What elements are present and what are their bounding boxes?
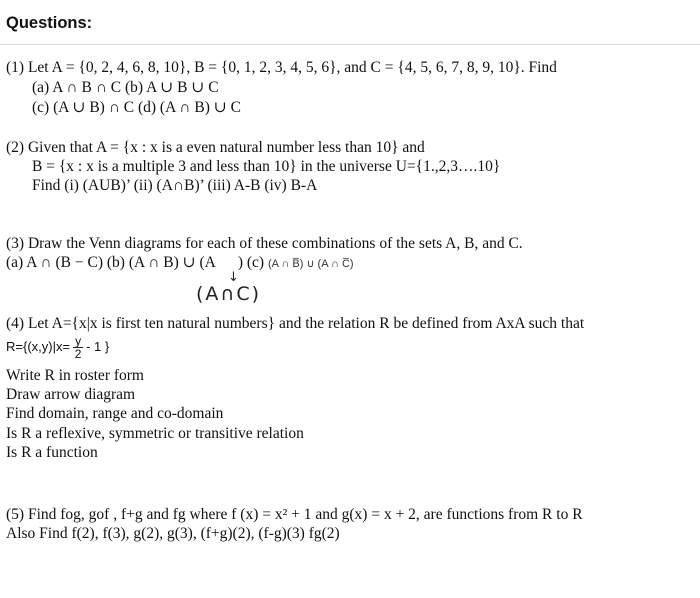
q5-line-2: Also Find f(2), f(3), g(2), g(3), (f+g)(2), (f-g)(3) fg(2)	[6, 525, 340, 542]
q4-item: Is R a reflexive, symmetric or transitive relation	[6, 425, 304, 442]
q4-fraction-den: 2	[74, 347, 82, 362]
q2-line-2: B = {x : x is a multiple 3 and less than 10} in the universe U={1.,2,3….10}	[32, 158, 501, 175]
q3-line-2-part-c: (A ∩ B̅) ∪ (A ∩ C̅)	[267, 258, 354, 270]
q3-line-2	[6, 253, 354, 274]
q4-line-1: (4) Let A={x|x is first ten natural numbers} and the relation R be defined from AxA such that	[6, 315, 585, 332]
handwritten-note: (A∩C)	[196, 283, 261, 305]
q4-item: Find domain, range and co-domain	[6, 405, 224, 422]
q4-item: Is R a function	[6, 444, 98, 461]
q5-line-1: (5) Find fog, gof , f+g and fg where f (x) = x² + 1 and g(x) = x + 2, are functions from R to R	[6, 506, 583, 523]
divider	[0, 44, 700, 45]
q1-line-2: (a) A ∩ B ∩ C (b) A ∪ B ∪ C	[32, 79, 219, 96]
q2-line-3: Find (i) (AUB)’ (ii) (A∩B)’ (iii) A-B (iv) B-A	[32, 177, 318, 194]
q4-relation-prefix: R={(x,y)|x=	[6, 339, 71, 354]
page-title: Questions:	[6, 14, 93, 32]
q2-line-1: (2) Given that A = {x : x is a even natural number less than 10} and	[6, 139, 425, 156]
q4-item: Write R in roster form	[6, 367, 144, 384]
q4-item: Draw arrow diagram	[6, 386, 136, 403]
q3-line-2-part-a: (a) A ∩ (B − C) (b) (A ∩ B) ∪ (A	[6, 254, 216, 271]
q4-fraction	[73, 335, 83, 360]
q3-line-1: (3) Draw the Venn diagrams for each of these combinations of the sets A, B, and C.	[6, 235, 523, 252]
handwritten-arrow: ↓	[228, 270, 239, 285]
q4-fraction-num: y	[75, 334, 82, 349]
q1-line-3: (c) (A ∪ B) ∩ C (d) (A ∩ B) ∪ C	[32, 99, 241, 116]
q1-line-1: (1) Let A = {0, 2, 4, 6, 8, 10}, B = {0, 1, 2, 3, 4, 5, 6}, and C = {4, 5, 6, 7, 8, 9, 10}. Find	[6, 59, 557, 76]
q4-relation-suffix: - 1 }	[86, 339, 110, 354]
q4-relation	[6, 333, 109, 361]
q3-line-2-part-b: ) (c)	[237, 254, 265, 271]
